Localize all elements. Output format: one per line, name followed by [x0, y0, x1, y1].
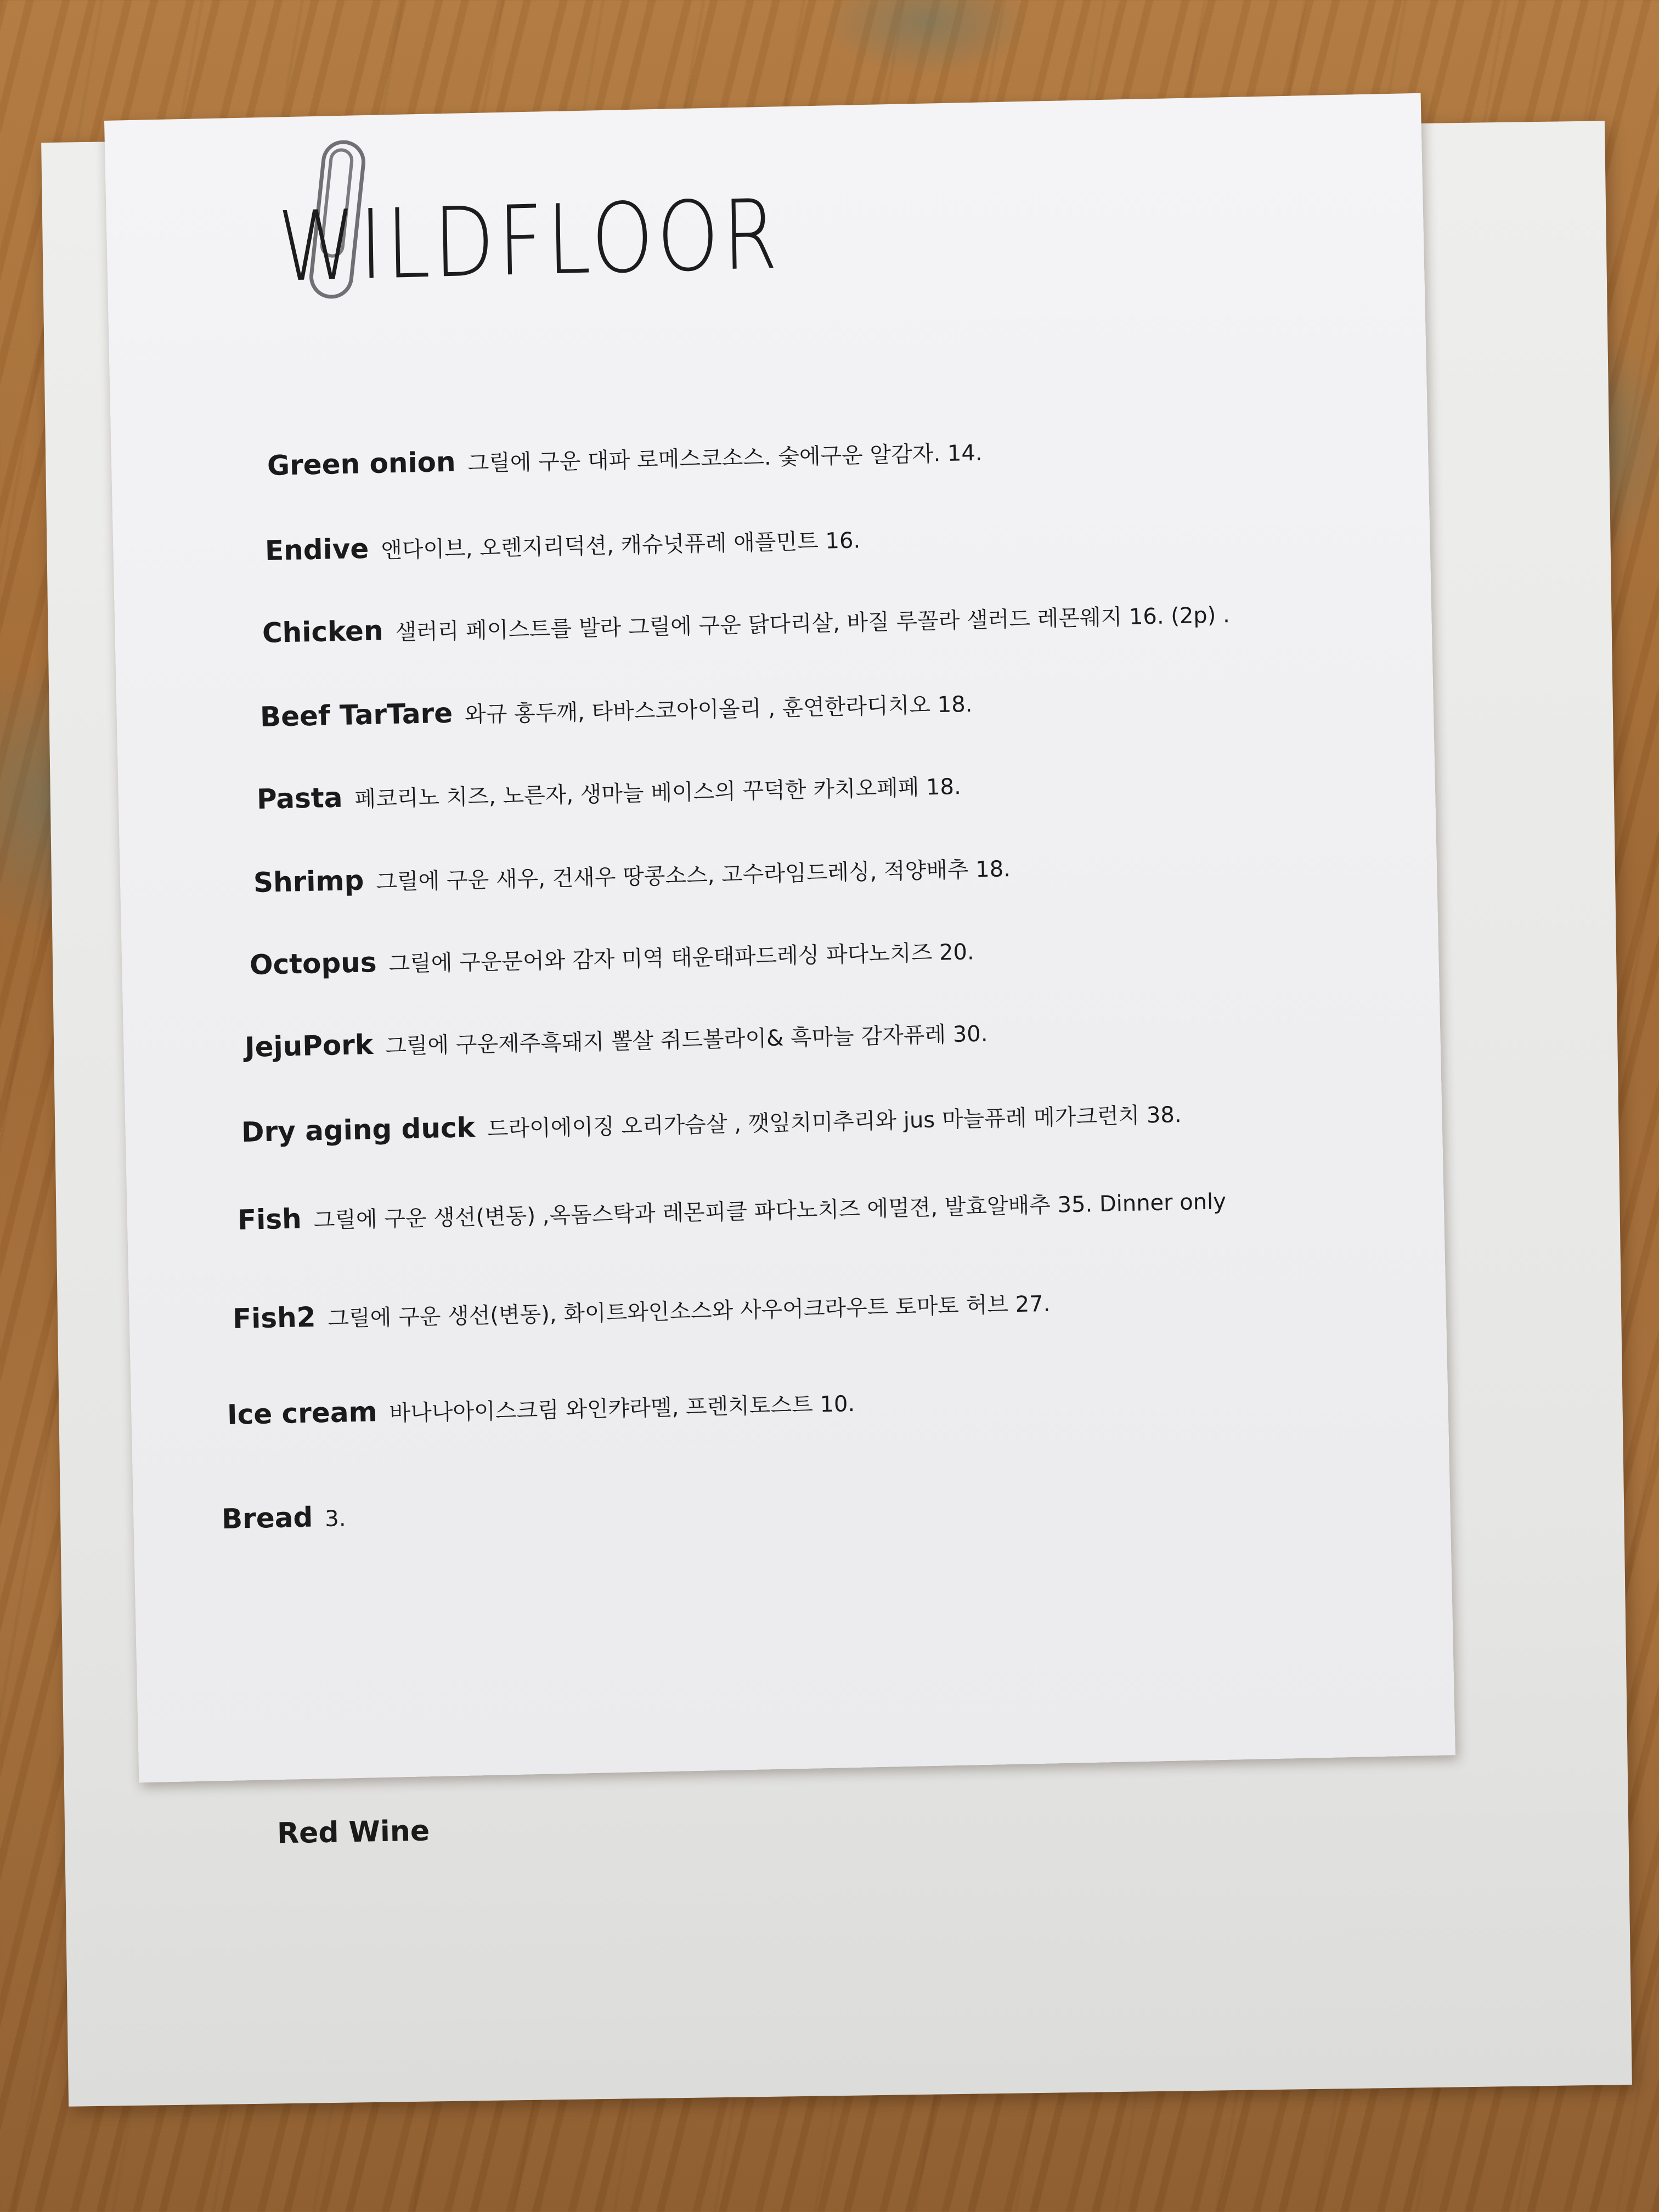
red-wine-heading: Red Wine — [276, 1814, 430, 1850]
menu-item-description: 3. — [324, 1506, 346, 1532]
menu-item-description: 와규 홍두깨, 타바스코아이올리 , 훈연한라디치오 18. — [464, 691, 973, 728]
menu-item-name: Chicken — [262, 614, 384, 649]
menu-item-name: Pasta — [256, 781, 343, 815]
menu-item-description: 드라이에이징 오리가슴살 , 깻잎치미추리와 jus 마늘퓨레 메가크런치 38. — [487, 1102, 1182, 1142]
table-worn-patch — [823, 0, 1031, 77]
menu-item-description: 그릴에 구운제주흑돼지 뽈살 쥐드볼라이& 흑마늘 감자퓨레 30. — [385, 1021, 988, 1059]
menu-item-description: 바나나아이스크림 와인캬라멜, 프렌치토스트 10. — [389, 1391, 855, 1426]
restaurant-logo: WILDFLOOR — [277, 179, 782, 303]
menu-item-description: 앤다이브, 오렌지리덕션, 캐슈넛퓨레 애플민트 16. — [380, 528, 861, 563]
menu-item-name: Green onion — [267, 445, 456, 482]
menu-item-name: Fish — [237, 1203, 302, 1236]
menu-item — [221, 1500, 346, 1535]
menu-item-description: 페코리노 치즈, 노른자, 생마늘 베이스의 꾸덕한 카치오페페 18. — [354, 774, 962, 812]
menu-item-description: 샐러리 페이스트를 발라 그릴에 구운 닭다리살, 바질 루꼴라 샐러드 레몬웨지 16. (2p) . — [395, 602, 1231, 645]
menu-item-name: Bread — [221, 1501, 313, 1535]
menu-item-name: Beef TarTare — [259, 697, 453, 733]
menu-item-description: 그릴에 구운 대파 로메스코소스. 숯에구운 알감자. 14. — [467, 440, 983, 477]
menu-item-description: 그릴에 구운 새우, 건새우 땅콩소스, 고수라임드레싱, 적양배추 18. — [375, 856, 1011, 895]
menu-item-name: Fish2 — [232, 1301, 317, 1335]
menu-item-name: JejuPork — [244, 1029, 374, 1063]
menu-item-name: Dry aging duck — [241, 1111, 476, 1148]
menu-item-description: 그릴에 구운 생선(변동) ,옥돔스탁과 레몬피클 파다노치즈 에멀젼, 발효알배추 35. Dinner only — [313, 1189, 1227, 1234]
menu-item-name: Ice cream — [227, 1396, 378, 1431]
menu-item-name: Endive — [264, 533, 369, 567]
menu-item-description: 그릴에 구운문어와 감자 미역 태운태파드레싱 파다노치즈 20. — [388, 939, 975, 977]
menu-item-name: Octopus — [249, 946, 377, 981]
menu-item-description: 그릴에 구운 생선(변동), 화이트와인소스와 사우어크라우트 토마토 허브 27. — [328, 1291, 1051, 1332]
menu-item-name: Shrimp — [253, 864, 364, 899]
